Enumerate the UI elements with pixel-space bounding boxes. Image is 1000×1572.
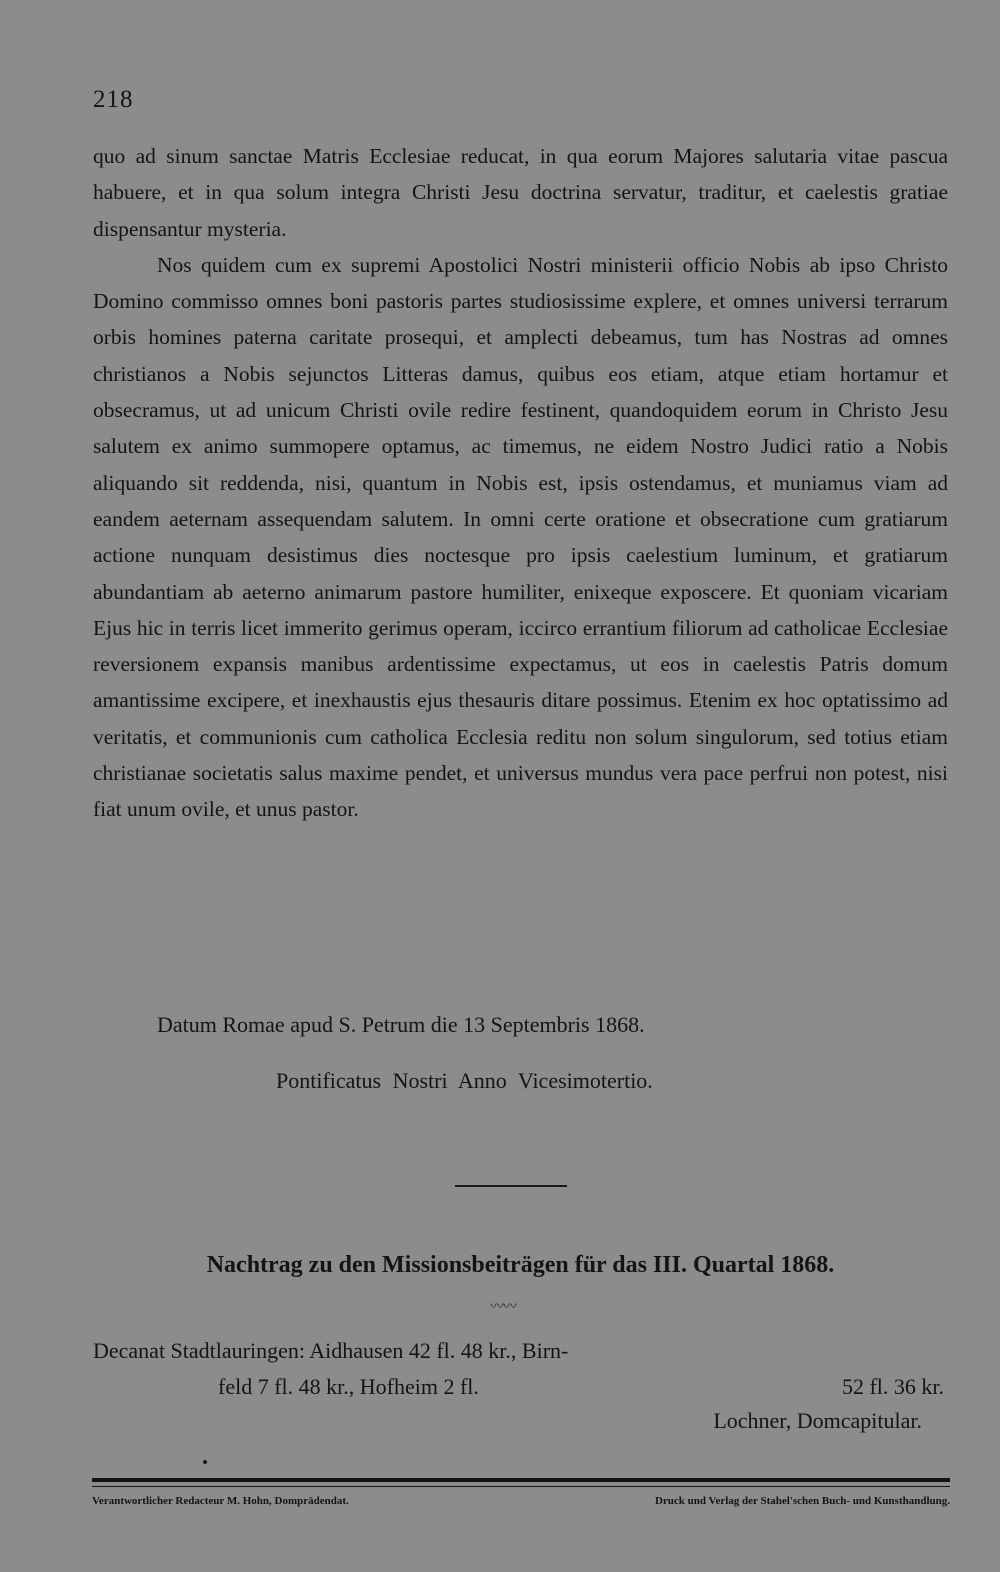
imprint-footer [92, 1495, 950, 1507]
footer-editor: Verantwortlicher Redacteur M. Hohn, Domprädendat. [92, 1495, 349, 1507]
footer-rule-thick [92, 1478, 950, 1482]
footer-rule-thin [92, 1486, 950, 1487]
section-divider [455, 1185, 567, 1187]
paragraph-2: Nos quidem cum ex supremi Apostolici Nostri ministerii officio Nobis ab ipso Christo Domino commisso omnes boni pastoris partes studiosissime explere, et omnes universi terrarum orbis homines paterna caritate prosequi, et amplecti debeamus, tum has Nostras ad omnes christianos a Nobis sejunctos Litteras damus, quibus eos etiam, atque etiam hortamur et obsecramus, ut ad unicum Christi ovile redire festinent, quandoquidem eorum in Christo Jesu salutem ex animo summopere optamus, ac timemus, ne eidem Nostro Judici ratio a Nobis aliquando sit reddenda, nisi, quantum in Nobis est, ipsis ostendamus, et muniamus viam ad eandem aeternam assequendam salutem. In omni certe oratione et obsecratione cum gratiarum actione nunquam desistimus dies noctesque pro ipsis caelestium luminum, et gratiarum abundantiam ab aeterno animarum pastore humiliter, enixeque exposcere. Et quoniam vicariam Ejus hic in terris licet immerito gerimus operam, iccirco errantium filiorum ad catholicae Ecclesiae reversionem expansis manibus ardentissime expectamus, ut eos in caelestis Patris domum amantissime excipere, et inexhaustis ejus thesauris ditare possimus. Etenim ex hoc optatissimo ad veritatis, et communionis cum catholica Ecclesia reditu non solum singulorum, sed totius etiam christianae societatis salus maxime pendet, et universus mundus vera pace perfrui non potest, nisi fiat unum ovile, et unus pastor. [93, 252, 948, 822]
donation-total: 52 fl. 36 kr. [841, 1374, 944, 1399]
stray-dot [203, 1460, 207, 1464]
donation-entry-line-2: feld 7 fl. 48 kr., Hofheim 2 fl. [218, 1374, 479, 1399]
section-heading: Nachtrag zu den Missionsbeiträgen für das III. Quartal 1868. [206, 1252, 835, 1278]
paragraph-1: quo ad sinum sanctae Matris Ecclesiae reducat, in qua eorum Majores salutaria vitae pascua habuere, et in qua solum integra Christi Jesu doctrina servatur, traditur, et caelestis gratiae dispensantur mysteria. [93, 144, 948, 241]
body-text [93, 138, 948, 828]
datum-line: Datum Romae apud S. Petrum die 13 Septembris 1868. [157, 1012, 645, 1037]
signature: Lochner, Domcapitular. [713, 1408, 922, 1433]
donation-entry-line-1: Decanat Stadtlauringen: Aidhausen 42 fl. 48 kr., Birn- [93, 1338, 569, 1363]
footer-publisher: Druck und Verlag der Stahel'schen Buch- und Kunsthandlung. [654, 1495, 950, 1507]
ornamental-divider: 〰〰 [490, 1300, 516, 1315]
pontificatus-line: Pontificatus Nostri Anno Vicesimotertio. [276, 1068, 653, 1093]
page-number: 218 [93, 86, 134, 113]
